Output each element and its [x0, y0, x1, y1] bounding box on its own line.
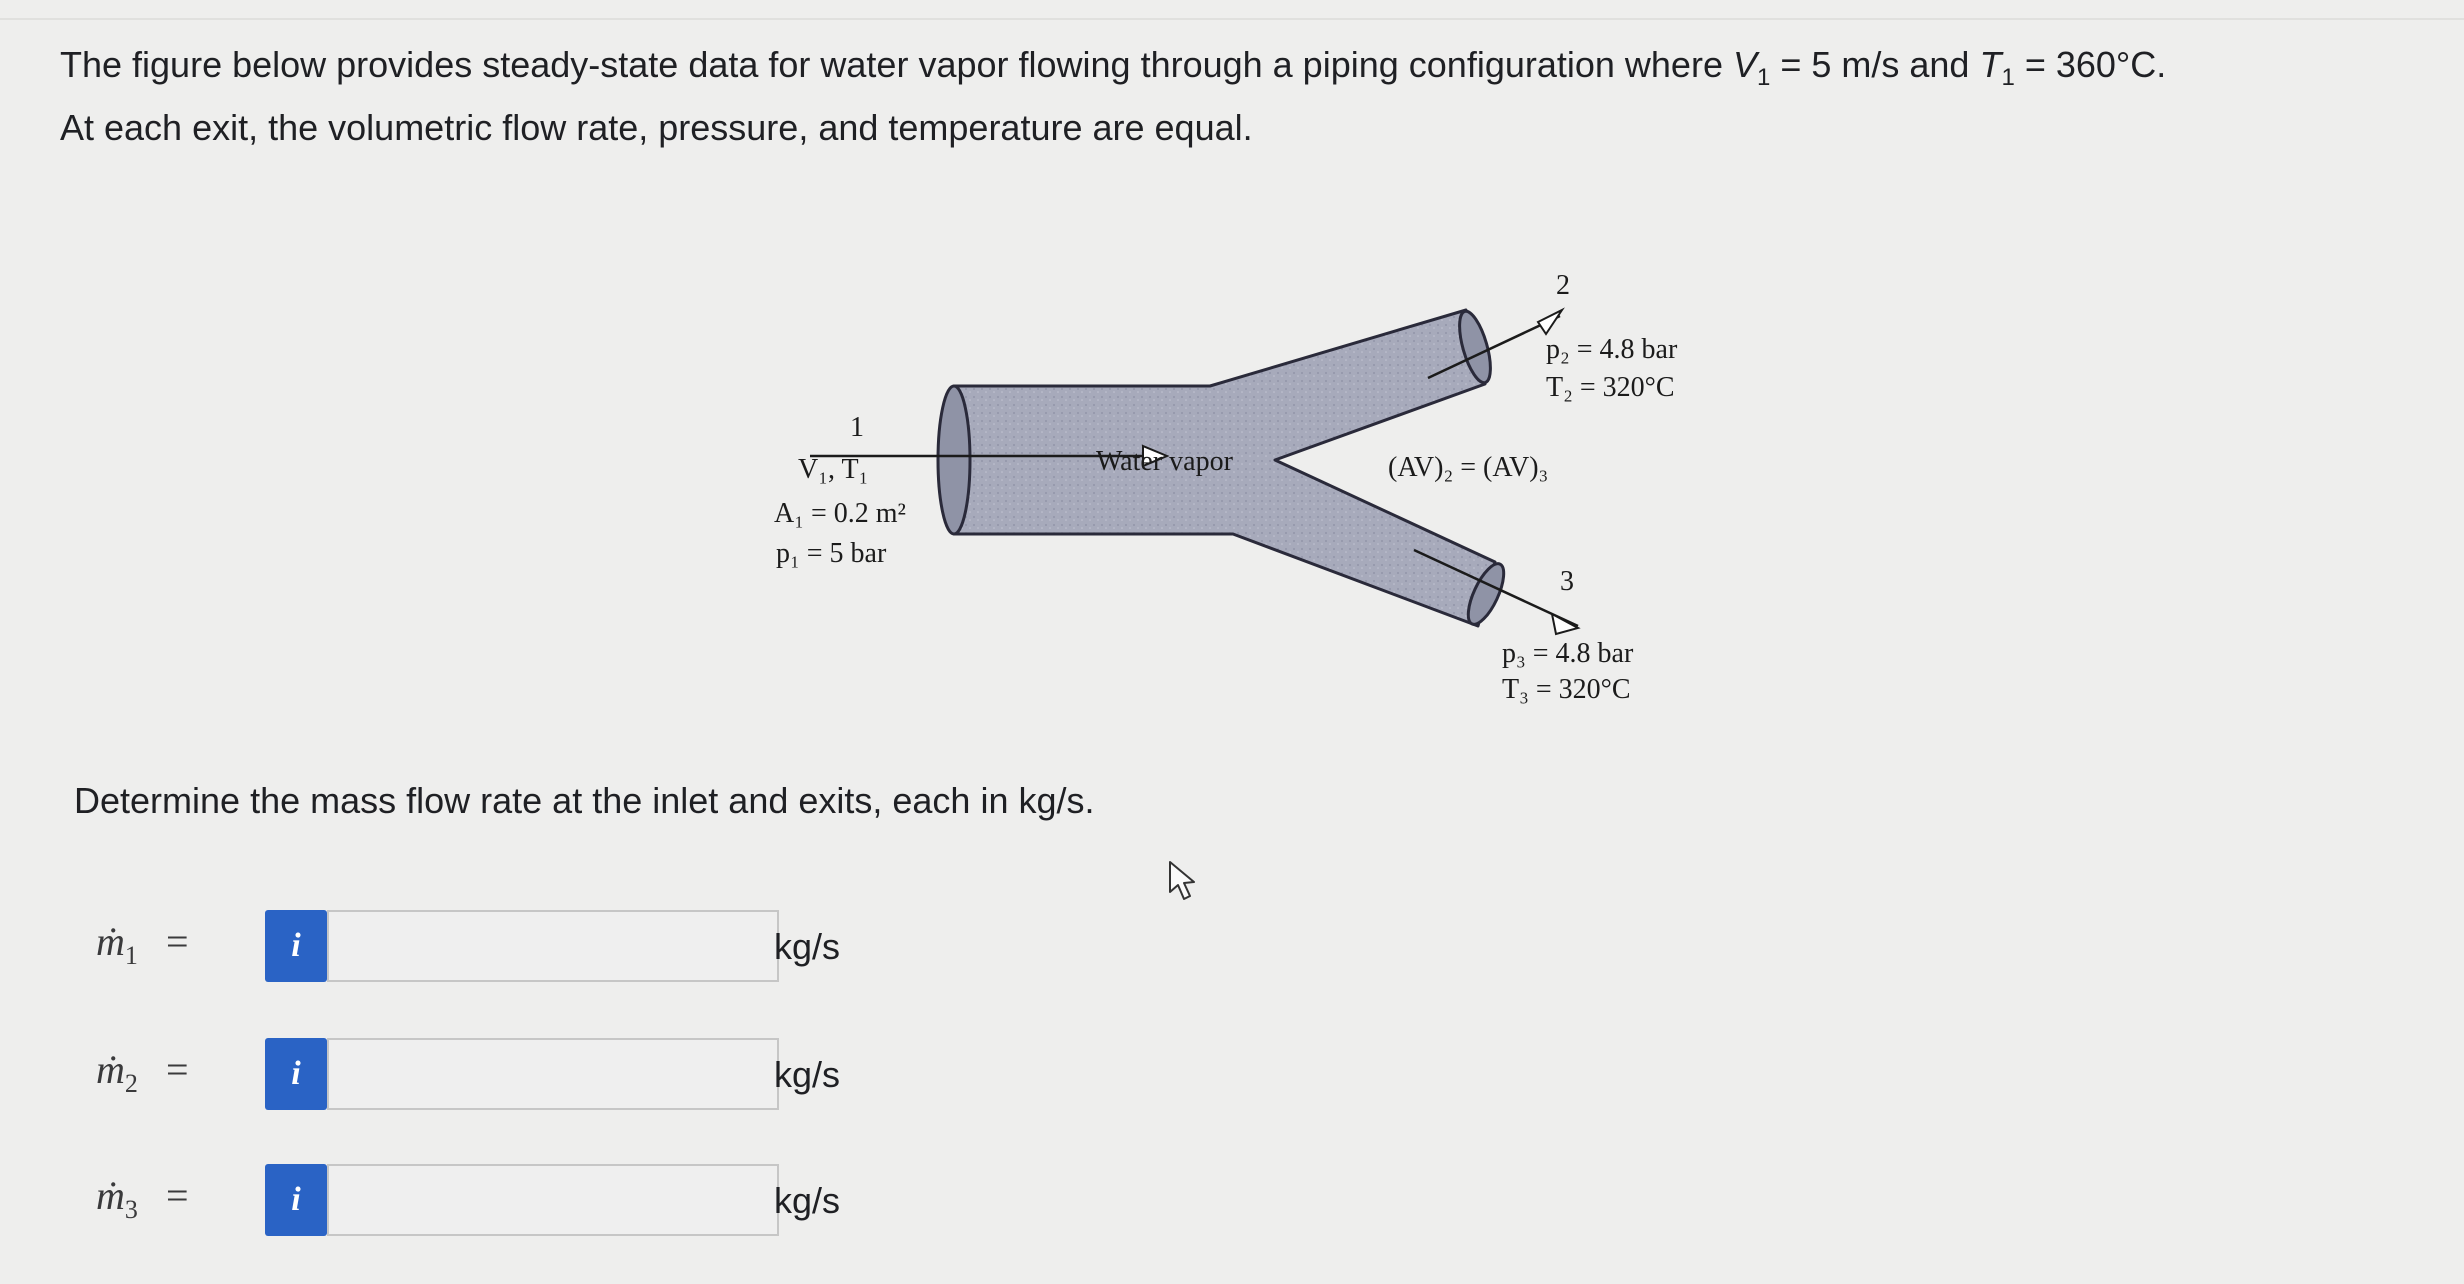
m2-unit: kg/s — [774, 1054, 841, 1095]
answer-row-m2 — [0, 1032, 1000, 1112]
inlet-number-label: 1 — [850, 412, 864, 443]
t1-subscript: 1 — [2001, 64, 2015, 92]
mouse-cursor-icon — [1166, 858, 1206, 906]
m3-unit: kg/s — [774, 1180, 841, 1221]
fluid-label: Water vapor — [1096, 446, 1233, 477]
m1-input[interactable] — [327, 910, 779, 982]
m1-label: ṁ$_1$ — [96, 919, 138, 970]
m1-unit: kg/s — [774, 926, 841, 967]
m1-info-icon[interactable]: i — [265, 910, 327, 982]
m3-input[interactable] — [327, 1164, 779, 1236]
exit2-temperature-label: T₂ = 320°C — [1546, 372, 1675, 403]
v1-symbol: V — [1732, 44, 1757, 85]
exit2-pressure-label: p₂ = 4.8 bar — [1546, 334, 1678, 365]
v1-value: = 5 m/s and — [1770, 44, 1980, 85]
inlet-pressure-label: p₁ = 5 bar — [776, 538, 887, 569]
exit3-temperature-label: T₃ = 320°C — [1502, 674, 1631, 705]
m2-label: ṁ$_2$ — [96, 1047, 138, 1098]
answer-row-m3 — [0, 1158, 1000, 1238]
m2-info-icon[interactable]: i — [265, 1038, 327, 1110]
problem-statement — [60, 40, 2400, 153]
av-relation-label: (AV)₂ = (AV)₃ — [1388, 452, 1549, 483]
exit3-number-label: 3 — [1560, 566, 1574, 597]
m1-equals: = — [166, 919, 189, 964]
intro-text-a: The figure below provides steady-state data for water vapor flowing through a piping configuration where — [60, 44, 1733, 85]
m2-equals: = — [166, 1047, 189, 1092]
exit2-arrow-head — [1538, 310, 1562, 334]
m2-input[interactable] — [327, 1038, 779, 1110]
t1-symbol: T — [1979, 44, 2002, 85]
inlet-area-label: A₁ = 0.2 m² — [774, 498, 906, 529]
intro-text-b: At each exit, the volumetric flow rate, pressure, and temperature are equal. — [60, 107, 1253, 149]
top-divider — [0, 18, 2464, 20]
piping-diagram — [740, 250, 1720, 730]
m3-label: ṁ$_3$ — [96, 1173, 138, 1224]
m3-equals: = — [166, 1173, 189, 1218]
answer-row-m1 — [0, 904, 1000, 984]
inlet-vt-label: V₁, T₁ — [798, 454, 869, 485]
m3-info-icon[interactable]: i — [265, 1164, 327, 1236]
piping-figure — [740, 250, 1720, 730]
inlet-opening — [938, 386, 970, 534]
v1-subscript: 1 — [1756, 64, 1771, 92]
exit2-number-label: 2 — [1556, 270, 1570, 301]
exit3-pressure-label: p₃ = 4.8 bar — [1502, 638, 1634, 669]
t1-value: = 360°C. — [2014, 44, 2167, 85]
question-text: Determine the mass flow rate at the inlet and exits, each in kg/s. — [74, 780, 1095, 821]
